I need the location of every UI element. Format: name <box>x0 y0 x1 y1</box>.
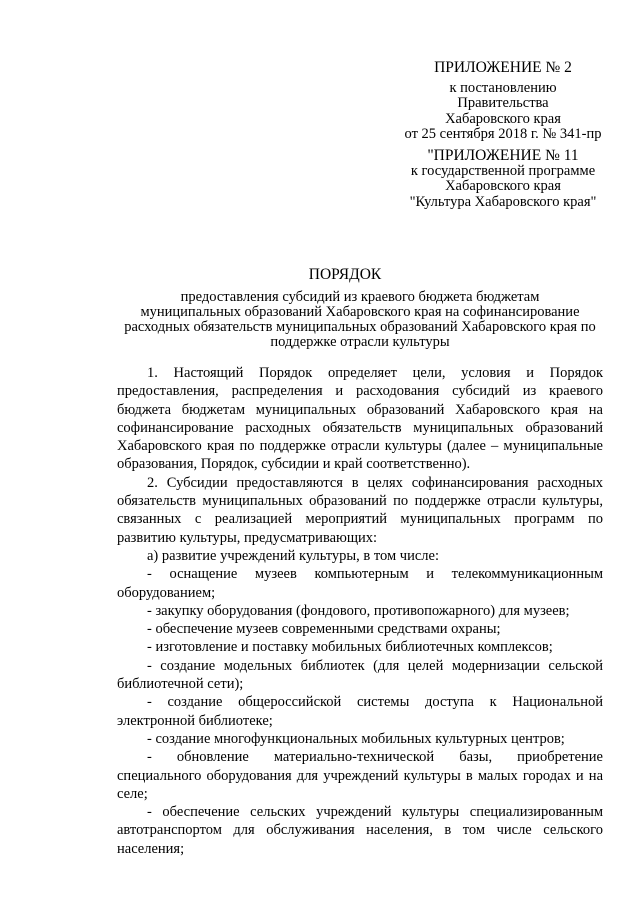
program-appendix-heading: "ПРИЛОЖЕНИЕ № 11 <box>427 147 579 164</box>
subtitle-line: расходных обязательств муниципальных образований Хабаровского края по <box>124 319 596 335</box>
appendix-line: Хабаровского края <box>445 110 561 127</box>
list-item: - создание общероссийской системы доступа к Национальной электронной библиотеке; <box>117 694 603 729</box>
subtitle-line: муниципальных образований Хабаровского края на софинансирование <box>140 304 580 320</box>
appendix-header <box>392 60 614 143</box>
program-appendix-line: к государственной программе <box>410 162 596 179</box>
paragraph: а) развитие учреждений культуры, в том числе: <box>147 547 439 564</box>
appendix-line: к постановлению <box>449 79 557 96</box>
list-item: - создание многофункциональных мобильных культурных центров; <box>147 730 565 747</box>
subtitle-line: предоставления субсидий из краевого бюджета бюджетам <box>180 289 540 305</box>
document-body <box>117 364 603 858</box>
paragraph: 2. Субсидии предоставляются в целях софинансирования расходных обязательств муниципальных образований по поддержке отрасли культуры, связанных с реализацией мероприятий муниципальных программ по развитию культуры, предусматривающих: <box>117 474 603 546</box>
list-item: - обеспечение сельских учреждений культуры специализированным автотранспортом для обслуживания населения, в том числе сельского населения; <box>117 804 603 857</box>
appendix-date-line: от 25 сентября 2018 г. № 341-пр <box>404 126 602 142</box>
appendix-line: Правительства <box>457 95 549 111</box>
program-appendix-line: "Культура Хабаровского края" <box>409 193 597 210</box>
list-item: - закупку оборудования (фондового, противопожарного) для музеев; <box>147 602 570 619</box>
appendix-heading: ПРИЛОЖЕНИЕ № 2 <box>434 59 572 76</box>
program-appendix-line: Хабаровского края <box>445 178 561 194</box>
subtitle-line: поддержке отрасли культуры <box>270 334 450 350</box>
list-item: - обеспечение музеев современными средствами охраны; <box>147 621 501 638</box>
document-subtitle <box>100 290 620 350</box>
paragraph: 1. Настоящий Порядок определяет цели, условия и Порядок предоставления, распределения и расходования субсидий из краевого бюджета бюджетам муниципальных образований Хабаровского края на софинансирование расходных обязательств муниципальных образований Хабаровского края по поддержке отрасли культуры (далее – муниципальные образования, Порядок, субсидии и край соответственно). <box>117 365 603 473</box>
list-item: - создание модельных библиотек (для целей модернизации сельской библиотечной сети); <box>117 657 603 693</box>
program-appendix-header <box>392 148 614 210</box>
list-item: - изготовление и поставку мобильных библиотечных комплексов; <box>147 639 553 656</box>
list-item: - обновление материально-технической базы, приобретение специального оборудования для учреждений культуры в малых городах и на селе; <box>117 749 603 802</box>
list-item: - оснащение музеев компьютерным и телекоммуникационным оборудованием; <box>117 566 603 601</box>
document-title: ПОРЯДОК <box>308 266 382 283</box>
